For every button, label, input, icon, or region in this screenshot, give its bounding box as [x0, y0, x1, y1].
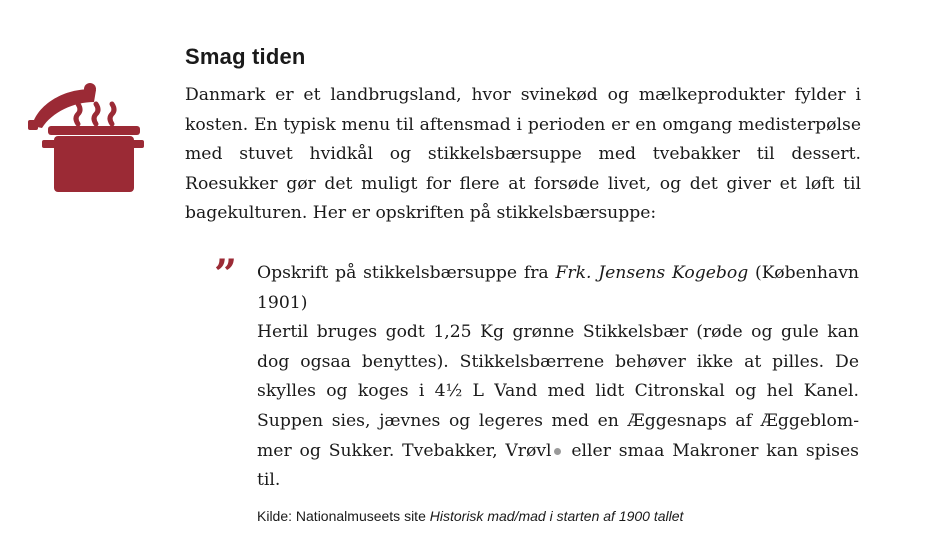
intro-paragraph: Danmark er et landbrugsland, hvor svinekød og mælkeprodukter fylder i kosten. En typisk menu til aftensmad i perioden er en omgang medisterpølse med stuvet hvidkål og stikkelsbærsuppe med tvebakker til dessert. Roesukker gør det muligt for flere at forsøde livet, og det giver et løft til bagekulturen. Her er opskriften på stikkelsbærsuppe:: [185, 85, 861, 224]
cookbook-title: Frk. Jensens Kogebog: [555, 263, 749, 283]
recipe-title-suffix: (København 1901): [257, 263, 859, 313]
recipe-body-end: eller smaa Makroner kan spises til.: [257, 440, 859, 491]
source-title: Historisk mad/mad i starten af 1900 tallet: [429, 508, 684, 524]
recipe-quote: [257, 259, 859, 496]
recipe-title-prefix: Opskrift på stikkelsbærsuppe fra: [257, 263, 556, 283]
section-heading: Smag tiden: [185, 44, 306, 69]
recipe-body-text: Hertil bruges godt 1,25 Kg grønne Stikkelsbær (røde og gule kan dog ogsaa benyttes). Stikkelsbærrene behøver ikke at pilles. De skylles og koges i 4½ L Vand med lidt Citronskal og hel Kanel. Suppen sies, jævnes og legeres med en Æggesnaps af Æggeblommer og Sukker. Tvebakker, Vrøvl: [257, 322, 859, 461]
cooking-pot-icon: [26, 80, 144, 196]
recipe-body: [257, 318, 859, 496]
quotation-mark-icon: ”: [214, 251, 238, 298]
source-prefix: Kilde: Nationalmuseets site: [257, 508, 430, 524]
footnote-bullet: [554, 448, 561, 455]
source-credit: [257, 508, 683, 524]
recipe-title: [257, 259, 859, 318]
